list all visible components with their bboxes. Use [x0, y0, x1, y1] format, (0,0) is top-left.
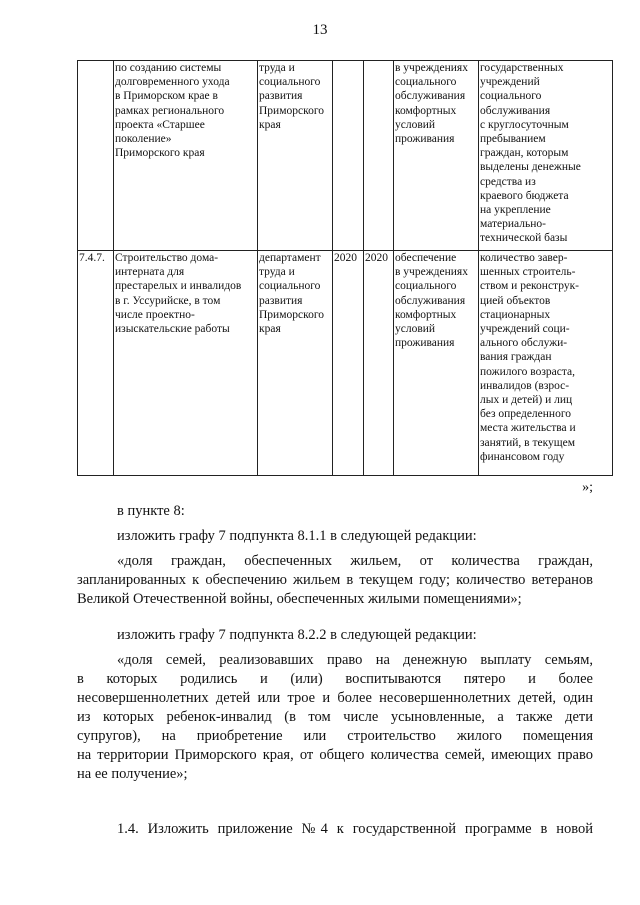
cell-text-line: граждан, которым [480, 147, 569, 160]
cell-text-line: рамках регионального [115, 104, 225, 117]
cell-text-line: департамент [259, 252, 321, 264]
start-year-cell [333, 61, 364, 251]
text-line: 1.4. Изложить приложение №4 к государственной программе в новой [117, 821, 593, 837]
cell-text-line: комфортных [395, 308, 457, 321]
cell-text-line: долговременного ухода [115, 76, 230, 89]
expected-result-cell [394, 251, 479, 476]
cell-text-line: обеспечение [395, 252, 457, 264]
cell-text-line: в Приморском крае в [115, 90, 218, 103]
cell-text-line: социального [395, 76, 457, 89]
cell-text-line: престарелых и инвалидов [115, 280, 242, 293]
cell-text-line: стационарных [480, 308, 551, 321]
cell-text-line: инвалидов (взрос- [480, 379, 570, 392]
end-year-cell [364, 251, 394, 476]
cell-text-line: 2020 [365, 252, 388, 264]
cell-text-line: края [259, 118, 281, 131]
cell-text-line: обслуживания [395, 90, 466, 103]
text-line: «доля семей, реализовавших право на денежную выплату семьям, [117, 652, 593, 668]
cell-text-line: в учреждениях [395, 266, 468, 279]
cell-text-line: проживания [395, 337, 455, 350]
cell-text-line: числе проектно- [115, 308, 195, 321]
cell-text-line: места жительства и [480, 422, 576, 435]
cell-text-line: 2020 [334, 252, 357, 264]
row-number-cell [78, 61, 114, 251]
cell-text-line: проживания [395, 133, 455, 146]
cell-text-line: учреждений [480, 76, 540, 89]
cell-text-line: края [259, 323, 281, 336]
cell-text-line: материально- [480, 218, 546, 231]
cell-text-line: развития [259, 294, 303, 307]
paragraph-p3 [77, 552, 593, 609]
cell-text-line: ального обслужи- [480, 337, 568, 350]
cell-text-line: Приморского [259, 308, 325, 321]
cell-text-line: выделены денежные [480, 161, 581, 174]
row-number-cell [78, 251, 114, 476]
cell-text-line: труда и [259, 62, 295, 74]
cell-text-line: 7.4.7. [79, 252, 105, 264]
cell-text-line: вания граждан [480, 351, 552, 364]
cell-text-line: проекта «Старшее [115, 118, 205, 131]
cell-text-line: социального [395, 280, 457, 293]
indicator-cell [479, 61, 613, 251]
text-line: изложить графу 7 подпункта 8.1.1 в следующей редакции: [117, 528, 477, 544]
cell-text-line: пребыванием [480, 133, 546, 146]
cell-text-line: государственных [480, 62, 564, 74]
cell-text-line: Приморского края [115, 147, 205, 160]
text-line: на территории Приморского края, от общего количества семей, имеющих право [77, 747, 593, 763]
cell-text-line: без определенного [480, 408, 572, 421]
cell-text-line: поколение» [115, 133, 172, 146]
cell-text-line: лых и детей) и лиц [480, 394, 573, 407]
text-line: изложить графу 7 подпункта 8.2.2 в следующей редакции: [117, 627, 477, 643]
cell-text-line: финансовом году [480, 450, 565, 463]
cell-text-line: условий [395, 118, 436, 131]
cell-text-line: шенных строитель- [480, 266, 576, 279]
cell-text-line: комфортных [395, 104, 457, 117]
text-line: в которых родились и (или) воспитываются пятеро и более [77, 671, 593, 687]
cell-text-line: Строительство дома- [115, 252, 219, 264]
cell-text-line: учреждений соци- [480, 323, 570, 336]
cell-text-line: цией объектов [480, 294, 551, 307]
paragraph-p2 [77, 527, 593, 546]
paragraph-p1 [77, 502, 593, 521]
paragraph-p6 [77, 820, 593, 839]
cell-text-line: социального [480, 90, 542, 103]
cell-text-line: количество завер- [480, 252, 568, 264]
cell-text-line: обслуживания [480, 104, 551, 117]
text-line: на ее получение»; [77, 766, 188, 782]
text-line: в пункте 8: [117, 503, 185, 519]
cell-text-line: краевого бюджета [480, 189, 569, 202]
cell-text-line: в учреждениях [395, 62, 468, 74]
cell-text-line: с круглосуточным [480, 118, 569, 131]
expected-result-cell [394, 61, 479, 251]
cell-text-line: труда и [259, 266, 295, 279]
cell-text-line: обслуживания [395, 294, 466, 307]
indicator-cell [479, 251, 613, 476]
event-name-cell [114, 251, 258, 476]
page-number: 13 [312, 22, 328, 38]
cell-text-line: социального [259, 280, 321, 293]
table-row [78, 61, 613, 251]
cell-text-line: условий [395, 323, 436, 336]
end-year-cell [364, 61, 394, 251]
cell-text-line: по созданию системы [115, 62, 222, 74]
text-line: несовершеннолетних детей или трое и более несовершеннолетних детей, один [77, 690, 593, 706]
responsible-cell [258, 251, 333, 476]
text-line: «доля граждан, обеспеченных жильем, от количества граждан, [117, 553, 593, 569]
cell-text-line: в г. Уссурийске, в том [115, 294, 221, 307]
program-table [77, 60, 613, 476]
cell-text-line: ством и реконструк- [480, 280, 579, 293]
cell-text-line: пожилого возраста, [480, 365, 576, 378]
text-line: супругов), на приобретение или строительство жилого помещения [77, 728, 593, 744]
start-year-cell [333, 251, 364, 476]
cell-text-line: средства из [480, 175, 536, 188]
paragraph-p4 [77, 626, 593, 645]
cell-text-line: развития [259, 90, 303, 103]
cell-text-line: Приморского [259, 104, 325, 117]
paragraph-p5 [77, 651, 593, 784]
text-line: запланированных к обеспечению жильем в текущем году; количество ветеранов [77, 572, 593, 588]
cell-text-line: интерната для [115, 266, 185, 279]
cell-text-line: технической базы [480, 232, 568, 245]
cell-text-line: занятий, в текущем [480, 436, 576, 449]
text-line: из которых ребенок-инвалид (в том числе усыновленные, а также дети [77, 709, 593, 725]
event-name-cell [114, 61, 258, 251]
cell-text-line: изыскательские работы [115, 323, 230, 336]
text-line: Великой Отечественной войны, обеспеченных жилыми помещениями»; [77, 591, 522, 607]
closing-quote-mark: »; [582, 480, 593, 495]
table-row [78, 251, 613, 476]
cell-text-line: на укрепление [480, 204, 551, 217]
responsible-cell [258, 61, 333, 251]
cell-text-line: социального [259, 76, 321, 89]
